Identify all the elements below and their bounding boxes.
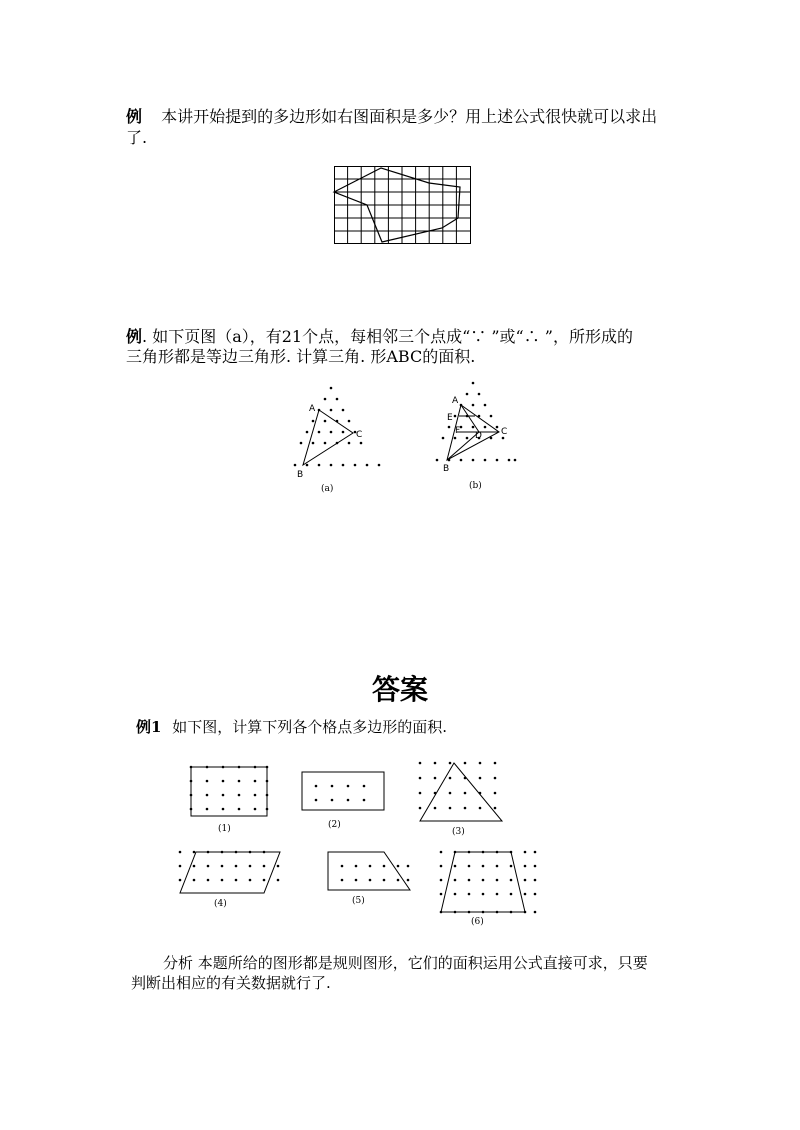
label-b: B: [297, 470, 304, 480]
caption-6: (6): [471, 917, 484, 927]
analysis-line1: 分析 本题所给的图形都是规则图形，它们的面积运用公式直接可求，只要: [163, 954, 648, 972]
grid: [334, 166, 471, 244]
example1-label: 例: [126, 107, 143, 126]
example1-line1: 本讲开始提到的多边形如右图面积是多少？用上述公式很快就可以求出: [161, 107, 658, 126]
grid-polygon-figure: [334, 166, 474, 246]
answer-example-desc: 如下图，计算下列各个格点多边形的面积.: [172, 718, 447, 736]
lattice-figure-3: [416, 758, 511, 838]
triangle-lattice-figure-b: [435, 380, 535, 495]
example1-text: [126, 106, 657, 128]
caption-3: (3): [452, 827, 465, 837]
label-e: E: [447, 413, 453, 423]
triangle-abc: [303, 410, 353, 465]
example1-line2: 了.: [126, 128, 148, 147]
label-c: C: [356, 430, 363, 440]
label-b: B: [443, 464, 450, 474]
analysis-line2: 判断出相应的有关数据就行了.: [131, 974, 331, 992]
example2-line1: . 如下页图（a），有21个点，每相邻三个点成“∵ ”或“∴ ”，所形成的: [142, 327, 633, 346]
label-c: C: [501, 427, 508, 437]
lattice-figure-2: [298, 768, 388, 843]
caption-2: (2): [328, 820, 341, 830]
caption-4: (4): [214, 899, 227, 909]
lattice-figure-6: [437, 846, 542, 926]
caption-5: (5): [352, 896, 365, 906]
answer-title: 答案: [371, 673, 428, 706]
lattice-figure-1: [188, 762, 278, 837]
label-a: A: [309, 404, 316, 414]
example2-text: [126, 326, 633, 348]
caption-b: (b): [469, 481, 482, 491]
lattice-figure-4: [176, 846, 286, 911]
label-f: F: [455, 426, 461, 436]
triangle-lattice-figure-a: [285, 385, 385, 495]
caption-1: (1): [218, 824, 231, 834]
example2-label: 例: [126, 327, 143, 346]
answer-example-label: 例1: [136, 718, 162, 736]
example2-line2: 三角形都是等边三角形. 计算三角. 形ABC的面积.: [126, 347, 476, 366]
lattice-dots: [294, 387, 381, 467]
label-d: D: [475, 431, 482, 441]
caption-a: (a): [321, 484, 334, 494]
answer-example-text: [136, 716, 447, 738]
label-a: A: [452, 396, 459, 406]
lattice-figure-5: [322, 846, 412, 911]
